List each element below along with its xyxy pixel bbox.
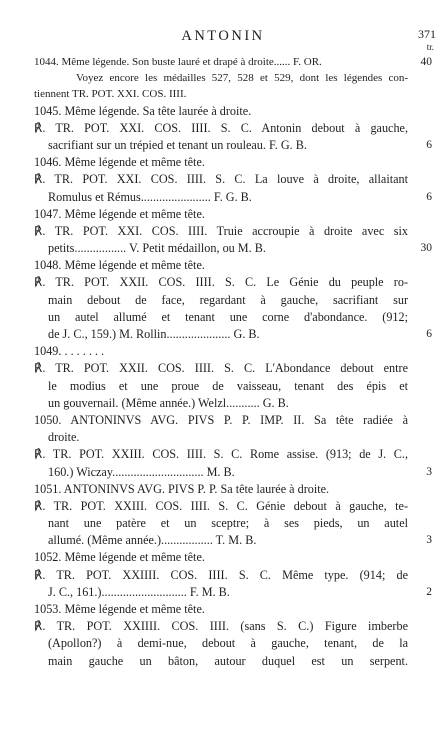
text-line-content: petits................. V. Petit médaillon, ou M. B. [48,241,266,256]
text-line [0,532,446,549]
text-line [0,343,446,360]
text-line [0,360,446,377]
text-line-content: ℟. TR. POT. XXII. COS. IIII. S. C. Le Génie du peuple ro- [34,275,408,290]
text-line [0,257,446,274]
text-line-content: 1045. Même légende. Sa tête laurée à droite. [34,103,252,118]
text-line-content: un autel allumé et tenant une corne d'abondance. (912; [48,309,408,324]
text-line-content: ℟. TR. POT. XXI. COS. IIII. Truie accroupie à droite avec six [34,223,408,238]
text-line [0,515,446,532]
rarity-value: 30 [420,242,432,255]
text-line-content: Romulus et Rémus....................... F. G. B. [48,189,252,204]
text-line-content: ℟. TR. POT. XXIIII. COS. IIII. S. C. Même type. (914; de [34,567,408,582]
text-line [0,584,446,601]
text-line-content: ℟. TR. POT. XXIII. COS. IIII. S. C. Rome assise. (913; de J. C., [34,447,408,462]
text-line [0,567,446,584]
text-line [0,70,446,86]
text-line-content: 1046. Même légende et même tête. [34,155,205,170]
text-line [0,189,446,206]
text-line [0,171,446,188]
text-line-content: un gouvernail. (Même année.) Welzl........... G. B. [48,395,289,410]
text-line-content: de J. C., 159.) M. Rollin..................... G. B. [48,327,260,341]
rarity-value: 2 [426,585,432,598]
page-title: ANTONIN [181,28,265,44]
rarity-value: 3 [426,534,432,547]
text-line-content: ℟. TR. POT. XXI. COS. IIII. S. C. Antonin debout à gauche, [34,120,408,135]
text-line-content: 1050. ANTONINVS AVG. PIVS P. P. IMP. II. Sa tête radiée à [34,412,408,427]
text-line [0,635,446,652]
text-line [0,653,446,670]
text-line-content: J. C., 161.)............................ F. M. B. [48,584,230,599]
text-line-content: allumé. (Même année.)................. T. M. B. [48,533,257,548]
page-number-sub: tr. [426,42,434,52]
text-line-content: ℟. TR. POT. XXIIII. COS. IIII. (sans S. C.) Figure imberbe [34,619,408,634]
text-line-content: 1052. Même légende et même tête. [34,550,205,565]
text-line [0,206,446,223]
text-line [0,240,446,257]
text-line-content: le modius et une proue de vaisseau, tenant des épis et [48,378,408,393]
text-line [0,120,446,137]
text-line [0,86,446,102]
text-line [0,446,446,463]
text-line [0,54,446,70]
catalog-text [0,54,446,670]
text-line [0,429,446,446]
text-line [0,601,446,618]
text-line-content: nant une patère et un sceptre; à ses pieds, un autel [48,516,408,531]
text-line [0,412,446,429]
text-line-content: 1047. Même légende et même tête. [34,206,205,221]
text-line [0,618,446,635]
text-line-content: 160.) Wiczay.............................. M. B. [48,464,235,479]
text-line [0,464,446,481]
text-line [0,378,446,395]
rarity-value: 6 [426,138,432,151]
text-line-content: main debout de face, regardant à gauche, sacrifiant sur [48,292,408,307]
text-line [0,292,446,309]
text-line-content: 1049. . . . . . . . [34,344,105,359]
text-line [0,498,446,515]
text-line-content: main gauche un bâton, autour duquel est un serpent. [48,653,408,668]
text-line [0,137,446,154]
text-line [0,274,446,291]
text-line-content: tiennent TR. POT. XXI. COS. IIII. [34,88,187,101]
text-line-content: 1051. ANTONINVS AVG. PIVS P. P. Sa tête laurée à droite. [34,481,330,496]
text-line-content: (Apollon?) à demi-nue, debout à gauche, tenant, de la [48,636,408,651]
text-line-content: Voyez encore les médailles 527, 528 et 529, dont les légendes con- [76,72,408,85]
text-line-content: 1053. Même légende et même tête. [34,602,205,616]
page-number: 371 [418,27,436,41]
text-line-content: 1048. Même légende et même tête. [34,258,205,273]
text-line [0,326,446,343]
rarity-value: 40 [420,56,432,68]
text-line-content: ℟. TR. POT. XXII. COS. IIII. S. C. L'Abondance debout entre [34,361,408,376]
text-line [0,481,446,498]
rarity-value: 6 [426,190,432,203]
text-line-content: sacrifiant sur un trépied et tenant un rouleau. F. G. B. [48,137,307,152]
text-line-content: ℟. TR. POT. XXI. COS. IIII. S. C. La louve à droite, allaitant [34,172,408,187]
text-line-content: ℟. TR. POT. XXIII. COS. IIII. S. C. Génie debout à gauche, te- [34,498,408,513]
text-line [0,223,446,240]
text-line [0,395,446,412]
rarity-value: 3 [426,465,432,478]
text-line [0,103,446,120]
text-line [0,154,446,171]
text-line [0,549,446,566]
text-line-content: 1044. Même légende. Son buste lauré et drapé à droite...... F. OR. [34,56,322,68]
rarity-value: 6 [426,328,432,340]
text-line [0,309,446,326]
text-line-content: droite. [48,430,80,445]
